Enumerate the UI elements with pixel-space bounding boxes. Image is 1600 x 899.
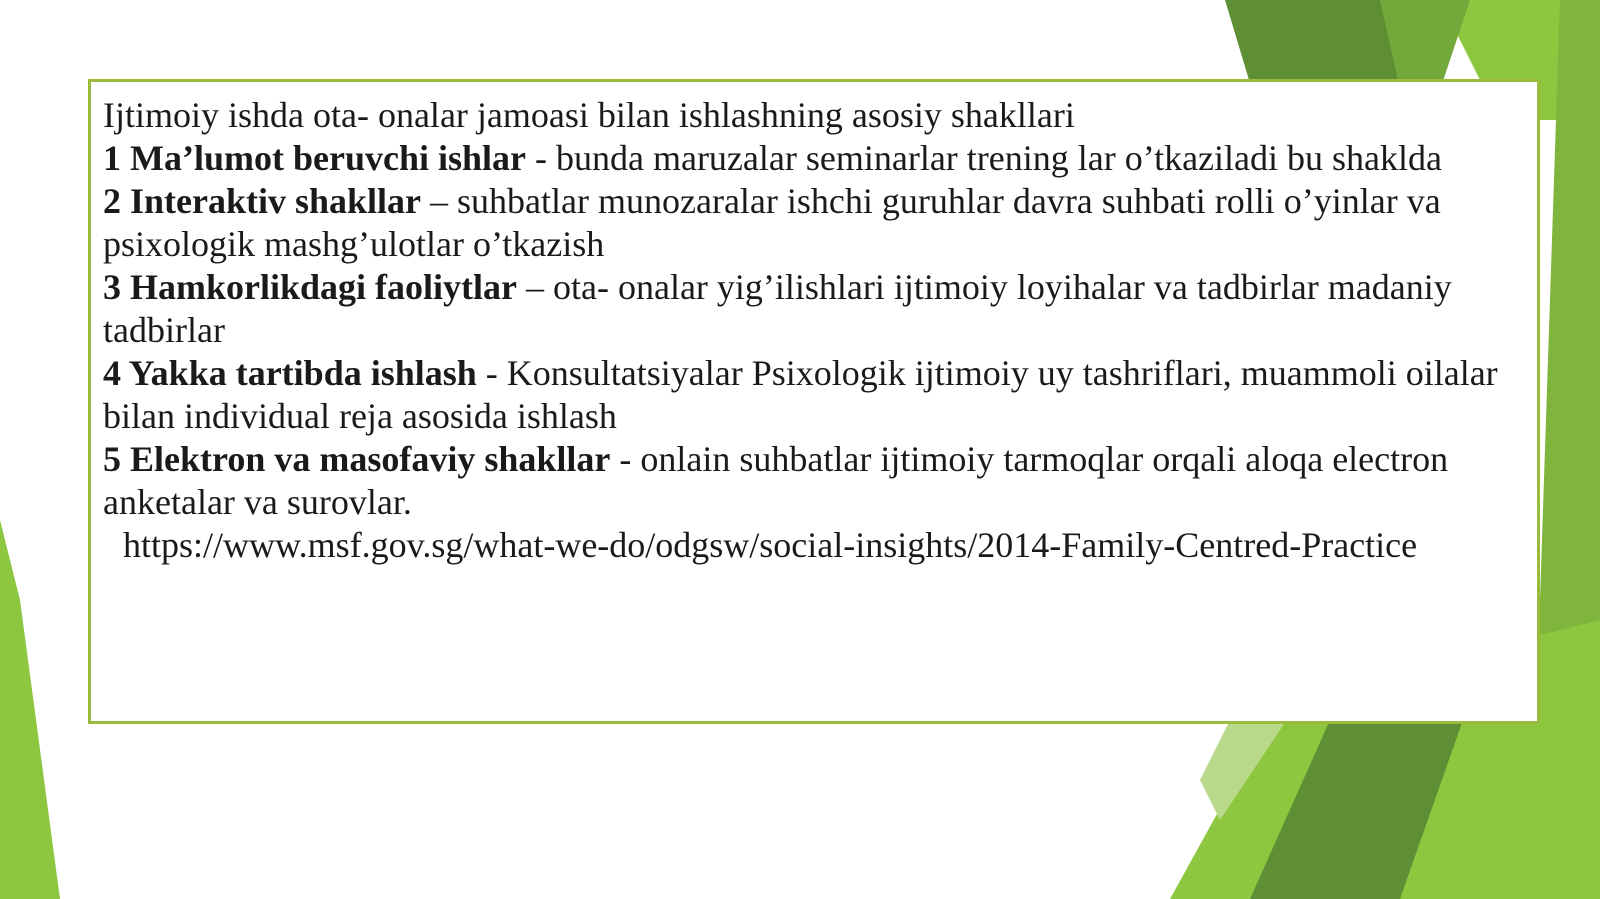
item-separator: - [610,439,641,479]
item-title: 4 Yakka tartibda ishlash [103,353,477,393]
slide-text [103,94,1525,567]
item-separator: – [421,181,458,221]
source-url[interactable]: https://www.msf.gov.sg/what-we-do/odgsw/social-insights/2014-Family-Centred-Practice [123,525,1418,565]
list-item-3 [103,266,1525,352]
list-item-1 [103,137,1525,180]
item-text: ota- onalar yig’ilishlari ijtimoiy loyihalar va tadbirlar madaniy tadbirlar [103,267,1452,350]
item-separator: - [525,138,556,178]
item-title: 1 Ma’lumot beruvchi ishlar [103,138,526,178]
item-text: Konsultatsiyalar Psixologik ijtimoiy uy tashriflari, muammoli oilalar bilan individual reja asosida ishlash [103,353,1498,436]
item-text: suhbatlar munozaralar ishchi guruhlar davra suhbati rolli o’yinlar va psixologik mashg’ulotlar o’tkazish [103,181,1441,264]
item-separator: - [476,353,507,393]
content-box [88,79,1540,724]
item-title: 5 Elektron va masofaviy shakllar [103,439,611,479]
item-title: 3 Hamkorlikdagi faoliytlar [103,267,517,307]
item-separator: – [517,267,553,307]
item-text: onlain suhbatlar ijtimoiy tarmoqlar orqali aloqa electron anketalar va surovlar. [103,439,1449,522]
item-title: 2 Interaktiv shakllar [103,181,422,221]
list-item-5 [103,438,1525,524]
item-text: bunda maruzalar seminarlar trening lar o’tkaziladi bu shaklda [555,138,1442,178]
slide-heading: Ijtimoiy ishda ota- onalar jamoasi bilan ishlashning asosiy shakllari [103,95,1075,135]
decor-shape-left [0,520,60,899]
list-item-4 [103,352,1525,438]
list-item-2 [103,180,1525,266]
